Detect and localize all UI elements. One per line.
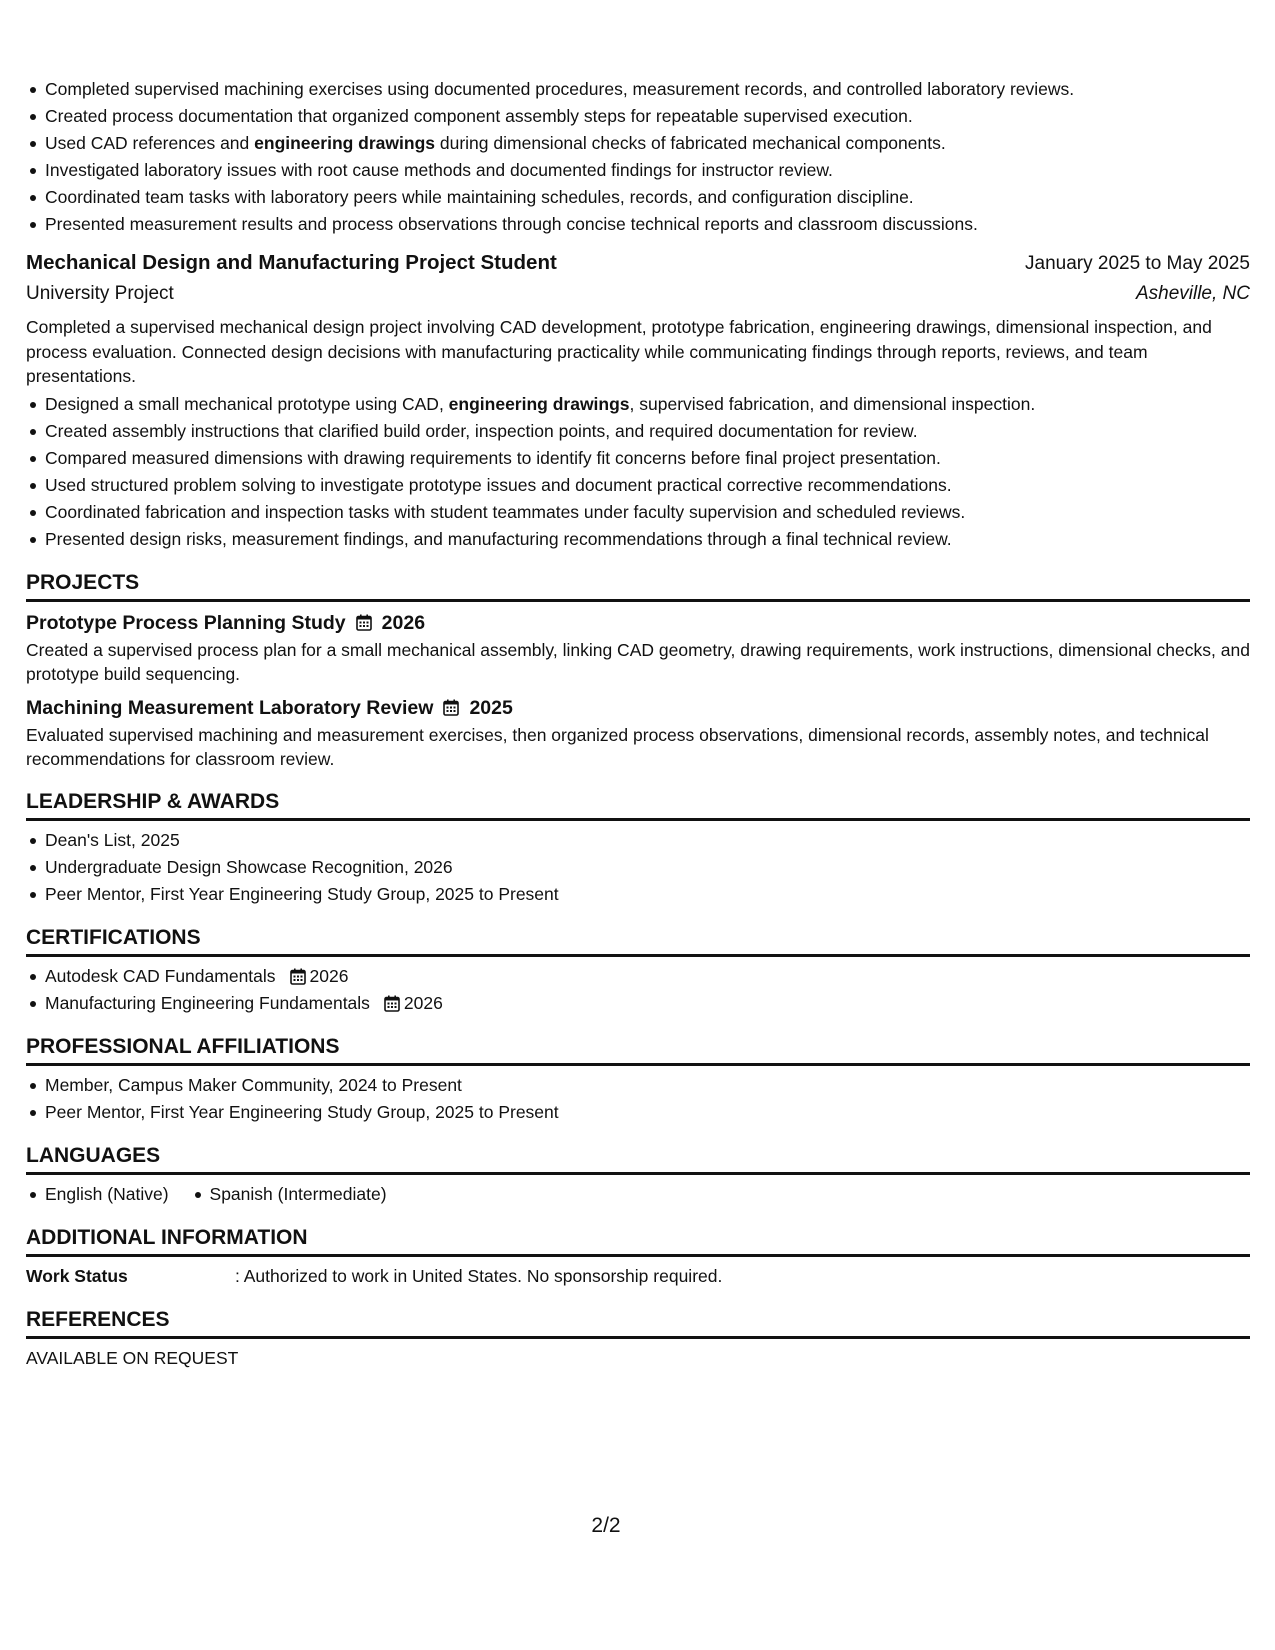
- list-item: Presented design risks, measurement findings, and manufacturing recommendations through a final technical review.: [26, 526, 1250, 553]
- list-item: Spanish (Intermediate): [191, 1181, 387, 1208]
- list-item: Compared measured dimensions with drawing requirements to identify fit concerns before final project presentation.: [26, 445, 1250, 472]
- list-item: Completed supervised machining exercises using documented procedures, measurement records, and controlled laboratory reviews.: [26, 76, 1250, 103]
- list-item: [26, 963, 1250, 990]
- page-number: 2/2: [591, 1514, 621, 1537]
- list-item: Used CAD references and engineering drawings during dimensional checks of fabricated mechanical components.: [26, 130, 1250, 157]
- list-item: Undergraduate Design Showcase Recognition, 2026: [26, 854, 1250, 881]
- job-dates: January 2025 to May 2025: [1025, 253, 1250, 274]
- calendar-icon: [290, 968, 306, 985]
- list-item: Designed a small mechanical prototype using CAD, engineering drawings, supervised fabrication, and dimensional inspection.: [26, 391, 1250, 418]
- references-text: AVAILABLE ON REQUEST: [26, 1347, 239, 1368]
- calendar-icon: [356, 614, 372, 631]
- list-item: Used structured problem solving to investigate prototype issues and document practical corrective recommendations.: [26, 472, 1250, 499]
- list-item: Member, Campus Maker Community, 2024 to Present: [26, 1072, 1250, 1099]
- section-heading-additional-information: ADDITIONAL INFORMATION: [26, 1224, 1250, 1257]
- resume-page: [26, 76, 1250, 1372]
- list-item: Created assembly instructions that clarified build order, inspection points, and required documentation for review.: [26, 418, 1250, 445]
- job-subheader: [26, 279, 1250, 309]
- list-item: Presented measurement results and process observations through concise technical reports and classroom discussions.: [26, 211, 1250, 238]
- experience-bullets-continued: [26, 76, 1250, 238]
- job-organization: University Project: [26, 283, 174, 304]
- section-heading-leadership: LEADERSHIP & AWARDS: [26, 788, 1250, 821]
- project-description: Created a supervised process plan for a small mechanical assembly, linking CAD geometry, drawing requirements, work instructions, dimensional checks, and prototype build sequencing.: [26, 639, 1250, 684]
- certification-year: 2026: [403, 992, 443, 1013]
- certification-year: 2026: [309, 965, 349, 986]
- job-title: Mechanical Design and Manufacturing Project Student: [26, 251, 557, 274]
- section-heading-projects: PROJECTS: [26, 569, 1250, 602]
- project-year: 2025: [469, 696, 513, 719]
- certification-name: Autodesk CAD Fundamentals: [45, 965, 276, 986]
- job-location: Asheville, NC: [1135, 283, 1250, 304]
- project-title: Machining Measurement Laboratory Review: [26, 696, 434, 719]
- list-item: Peer Mentor, First Year Engineering Study Group, 2025 to Present: [26, 881, 1250, 908]
- work-status-value: : Authorized to work in United States. No sponsorship required.: [235, 1265, 723, 1286]
- work-status-row: [26, 1263, 1250, 1290]
- project-title-row: [26, 693, 1250, 723]
- list-item: Coordinated fabrication and inspection tasks with student teammates under faculty supervision and scheduled reviews.: [26, 499, 1250, 526]
- list-item: Created process documentation that organized component assembly steps for repeatable supervised execution.: [26, 103, 1250, 130]
- list-item: English (Native): [26, 1181, 169, 1208]
- project-title: Prototype Process Planning Study: [26, 611, 346, 634]
- job-summary: Completed a supervised mechanical design project involving CAD development, prototype fabrication, engineering drawings, dimensional inspection, and process evaluation. Connected design decisions with manufacturing practicality while communicating findings through reports, reviews, and team presentations.: [26, 317, 1212, 386]
- list-item: Investigated laboratory issues with root cause methods and documented findings for instructor review.: [26, 157, 1250, 184]
- calendar-icon: [443, 699, 459, 716]
- section-heading-certifications: CERTIFICATIONS: [26, 924, 1250, 957]
- leadership-list: [26, 827, 1250, 908]
- section-heading-affiliations: PROFESSIONAL AFFILIATIONS: [26, 1033, 1250, 1066]
- list-item: [26, 990, 1250, 1017]
- project-year: 2026: [381, 611, 426, 634]
- affiliations-list: [26, 1072, 1250, 1126]
- job-bullets: [26, 391, 1250, 553]
- project-description: Evaluated supervised machining and measurement exercises, then organized process observations, dimensional records, assembly notes, and technical recommendations for classroom review.: [26, 724, 1209, 769]
- list-item: Dean's List, 2025: [26, 827, 1250, 854]
- section-heading-languages: LANGUAGES: [26, 1142, 1250, 1175]
- job-header: [26, 248, 1250, 279]
- section-heading-references: REFERENCES: [26, 1306, 1250, 1339]
- certification-name: Manufacturing Engineering Fundamentals: [45, 992, 370, 1013]
- work-status-label: Work Status: [26, 1265, 128, 1286]
- languages-list: [26, 1181, 1250, 1208]
- project-title-row: [26, 608, 1250, 638]
- list-item: Peer Mentor, First Year Engineering Study Group, 2025 to Present: [26, 1099, 1250, 1126]
- list-item: Coordinated team tasks with laboratory peers while maintaining schedules, records, and configuration discipline.: [26, 184, 1250, 211]
- certifications-list: [26, 963, 1250, 1017]
- calendar-icon: [384, 995, 400, 1012]
